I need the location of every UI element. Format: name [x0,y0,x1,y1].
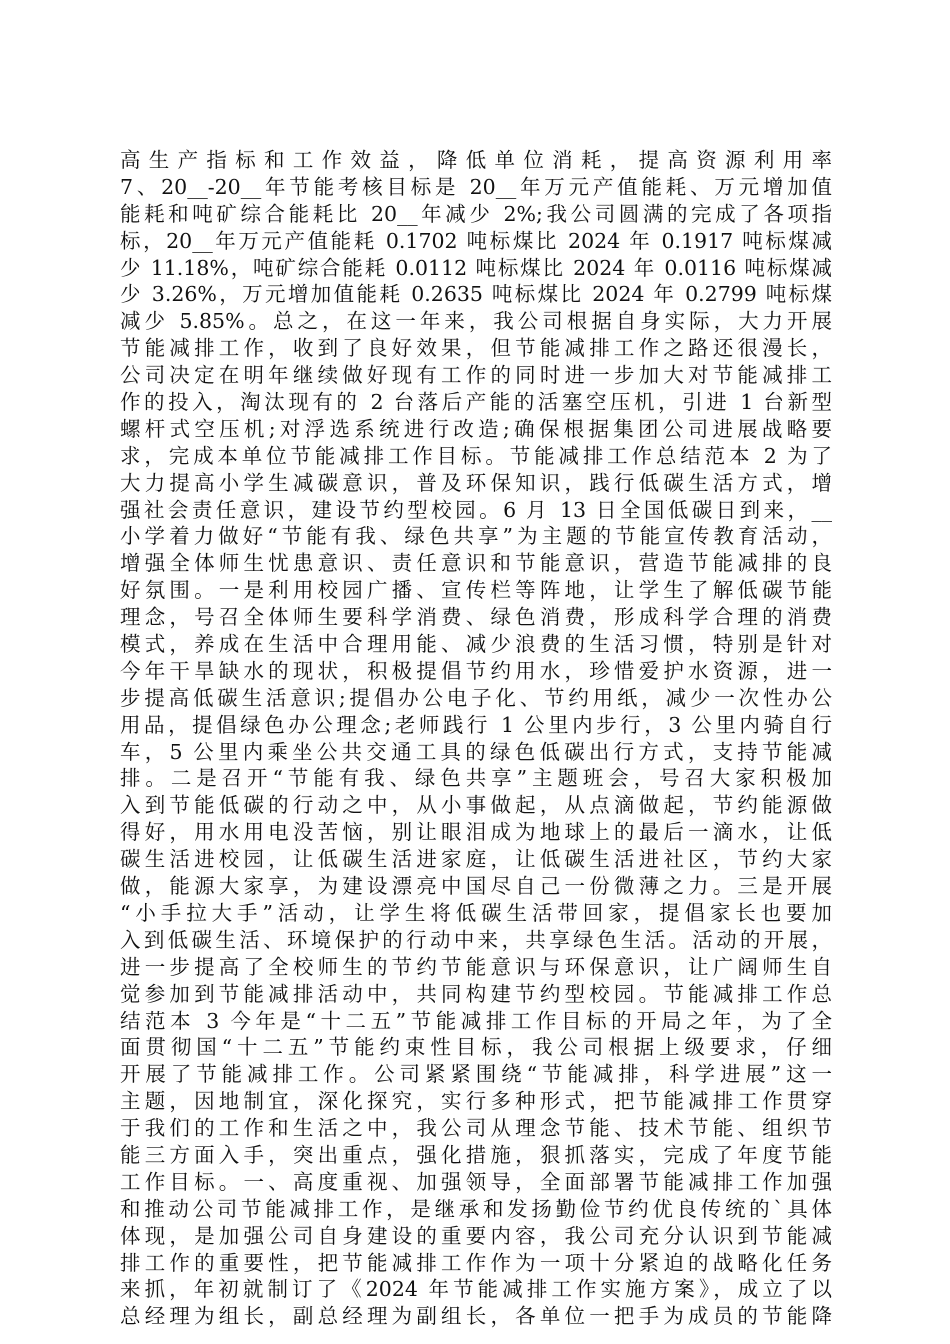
text-line: 节能减排工作，收到了良好效果，但节能减排工作之路还很漫长， [120,336,832,361]
text-line: 作的投入，淘汰现有的 2 台落后产能的活塞空压机，引进 1 台新型 [120,390,832,415]
text-line: 做，能源大家享，为建设漂亮中国尽自己一份微薄之力。三是开展 [120,874,832,899]
text-line: 排。二是召开“节能有我、绿色共享”主题班会，号召大家积极加 [120,766,832,791]
text-line: 体现，是加强公司自身建设的重要内容，我公司充分认识到节能减 [120,1223,832,1248]
text-line: 排工作的重要性，把节能减排工作作为一项十分紧迫的战略化任务 [120,1250,832,1275]
text-line: 增强全体师生忧患意识、责任意识和节能意识，营造节能减排的良 [120,551,832,576]
text-line: “小手拉大手”活动，让学生将低碳生活带回家，提倡家长也要加 [120,900,832,925]
text-line: 主题，因地制宜，深化探究，实行多种形式，把节能减排工作贯穿 [120,1089,832,1114]
text-line: 用品，提倡绿色办公理念;老师践行 1 公里内步行，3 公里内骑自行 [120,712,832,737]
text-line: 面贯彻国“十二五”节能约束性目标，我公司根据上级要求，仔细 [120,1035,832,1060]
text-line: 入到低碳生活、环境保护的行动中来，共享绿色生活。活动的开展， [120,927,832,952]
text-line: 觉参加到节能减排活动中，共同构建节约型校园。节能减排工作总 [120,981,832,1006]
text-line: 结范本 3 今年是“十二五”节能减排工作目标的开局之年，为了全 [120,1008,832,1033]
text-line: 今年干旱缺水的现状，积极提倡节约用水，珍惜爱护水资源，进一 [120,658,832,683]
text-line: 少 3.26%，万元增加值能耗 0.2635 吨标煤比 2024 年 0.2799 吨标煤 [120,282,832,307]
text-line: 总经理为组长，副总经理为副组长，各单位一把手为成员的节能降 [120,1304,832,1329]
text-line: 少 11.18%，吨矿综合能耗 0.0112 吨标煤比 2024 年 0.0116 吨标煤减 [120,255,832,280]
text-line: 步提高低碳生活意识;提倡办公电子化、节约用纸，减少一次性办公 [120,685,832,710]
text-line: 好氛围。一是利用校园广播、宣传栏等阵地，让学生了解低碳节能 [120,578,832,603]
text-line: 进一步提高了全校师生的节约节能意识与环保意识，让广阔师生自 [120,954,832,979]
text-line: 车，5 公里内乘坐公共交通工具的绿色低碳出行方式，支持节能减 [120,739,832,764]
body-text [120,147,832,1330]
text-line: 工作目标。一、高度重视、加强领导，全面部署节能减排工作加强 [120,1169,832,1194]
text-line: 碳生活进校园，让低碳生活进家庭，让低碳生活进社区，节约大家 [120,847,832,872]
text-line: 于我们的工作和生活之中，我公司从理念节能、技术节能、组织节 [120,1116,832,1141]
text-line: 求，完成本单位节能减排工作目标。节能减排工作总结范本 2 为了 [120,443,832,468]
text-line: 能三方面入手，突出重点，强化措施，狠抓落实，完成了年度节能 [120,1142,832,1167]
text-line: 标，20__年万元产值能耗 0.1702 吨标煤比 2024 年 0.1917 吨标煤减 [120,228,832,253]
text-line: 强社会责任意识，建设节约型校园。6 月 13 日全国低碳日到来，__ [120,497,832,522]
text-line: 来抓，年初就制订了《2024 年节能减排工作实施方案》，成立了以 [120,1277,832,1302]
text-line: 螺杆式空压机;对浮选系统进行改造;确保根据集团公司进展战略要 [120,416,832,441]
text-line: 能耗和吨矿综合能耗比 20__年减少 2%;我公司圆满的完成了各项指 [120,201,832,226]
text-line: 高生产指标和工作效益，降低单位消耗，提高资源利用率 [120,148,832,172]
text-line: 减少 5.85%。总之，在这一年来，我公司根据自身实际，大力开展 [120,309,832,334]
text-line: 7、20__-20__年节能考核目标是 20__年万元产值能耗、万元增加值 [120,174,832,199]
text-line: 和推动公司节能减排工作，是继承和发扬勤俭节约优良传统的`具体 [120,1196,832,1221]
text-line: 小学着力做好“节能有我、绿色共享”为主题的节能宣传教育活动， [120,524,832,549]
text-line: 大力提高小学生减碳意识，普及环保知识，践行低碳生活方式，增 [120,470,832,495]
text-line: 开展了节能减排工作。公司紧紧围绕“节能减排，科学进展”这一 [120,1062,832,1087]
text-line: 入到节能低碳的行动之中，从小事做起，从点滴做起，节约能源做 [120,793,832,818]
text-line: 模式，养成在生活中合理用能、减少浪费的生活习惯，特别是针对 [120,632,832,657]
text-line: 公司决定在明年继续做好现有工作的同时进一步加大对节能减排工 [120,363,832,388]
text-line: 理念，号召全体师生要科学消费、绿色消费，形成科学合理的消费 [120,605,832,630]
text-line: 得好，用水用电没苦恼，别让眼泪成为地球上的最后一滴水，让低 [120,820,832,845]
